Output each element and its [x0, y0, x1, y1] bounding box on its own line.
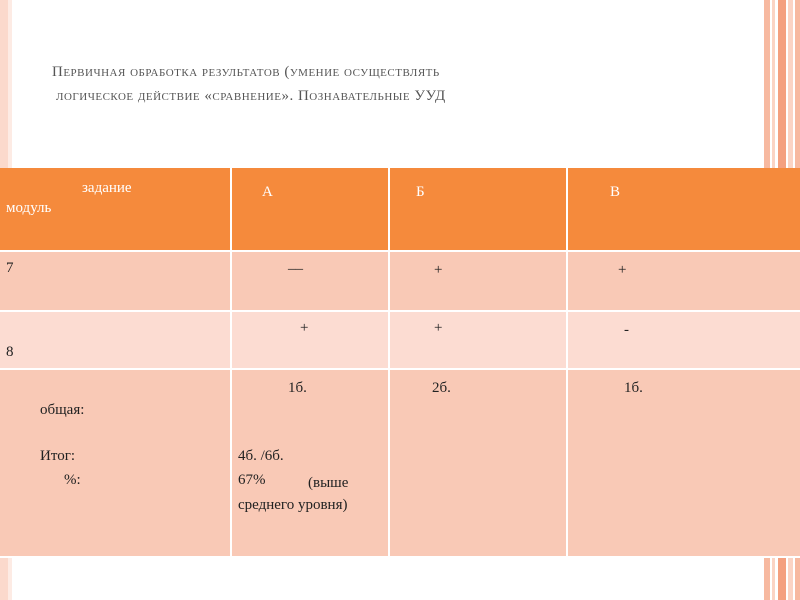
summary-v-total: 1б.	[624, 380, 643, 396]
slide-title-line2: логическое действие «сравнение». Познавательные УУД	[56, 88, 446, 104]
slide-title-line1: Первичная обработка результатов (умение осуществлять	[52, 64, 440, 80]
header-a-label: А	[262, 184, 273, 200]
table-row	[0, 311, 800, 369]
summary-percent-value: 67%	[238, 472, 266, 488]
cell-a	[231, 311, 389, 369]
cell-a	[231, 251, 389, 311]
summary-label-cell	[0, 369, 231, 557]
table-row	[0, 251, 800, 311]
header-module-label: модуль	[6, 200, 52, 216]
cell-a-value: __	[288, 256, 303, 272]
cell-b	[389, 311, 567, 369]
summary-result-label: Итог:	[40, 448, 76, 464]
header-cell-b	[389, 168, 567, 251]
cell-b	[389, 251, 567, 311]
cell-a-value: +	[300, 320, 309, 336]
header-v-label: В	[610, 184, 621, 200]
summary-percent-label: %:	[64, 472, 81, 488]
header-cell-v	[567, 168, 800, 251]
header-cell-a	[231, 168, 389, 251]
summary-row	[0, 369, 800, 557]
summary-b-total: 2б.	[432, 380, 451, 396]
cell-v	[567, 311, 800, 369]
header-b-label: Б	[416, 184, 425, 200]
module-cell	[0, 311, 231, 369]
table-header-row	[0, 168, 800, 251]
summary-result-value: 4б. /6б.	[238, 448, 284, 464]
module-cell	[0, 251, 231, 311]
summary-cell-b	[389, 369, 567, 557]
cell-v-value: +	[618, 262, 627, 278]
summary-a-total: 1б.	[288, 380, 307, 396]
summary-level-note: (выше среднего уровня)	[238, 475, 349, 513]
slide-title	[52, 60, 752, 108]
summary-cell-a	[231, 369, 389, 557]
results-table	[0, 168, 800, 558]
header-task-label: задание	[82, 180, 132, 196]
cell-b-value: +	[434, 320, 443, 336]
cell-v	[567, 251, 800, 311]
cell-b-value: +	[434, 262, 443, 278]
cell-v-value: -	[624, 322, 629, 338]
summary-cell-v	[567, 369, 800, 557]
module-value: 8	[6, 344, 14, 360]
corner-header-cell	[0, 168, 231, 251]
summary-total-label: общая:	[40, 402, 85, 418]
module-value: 7	[6, 260, 14, 276]
